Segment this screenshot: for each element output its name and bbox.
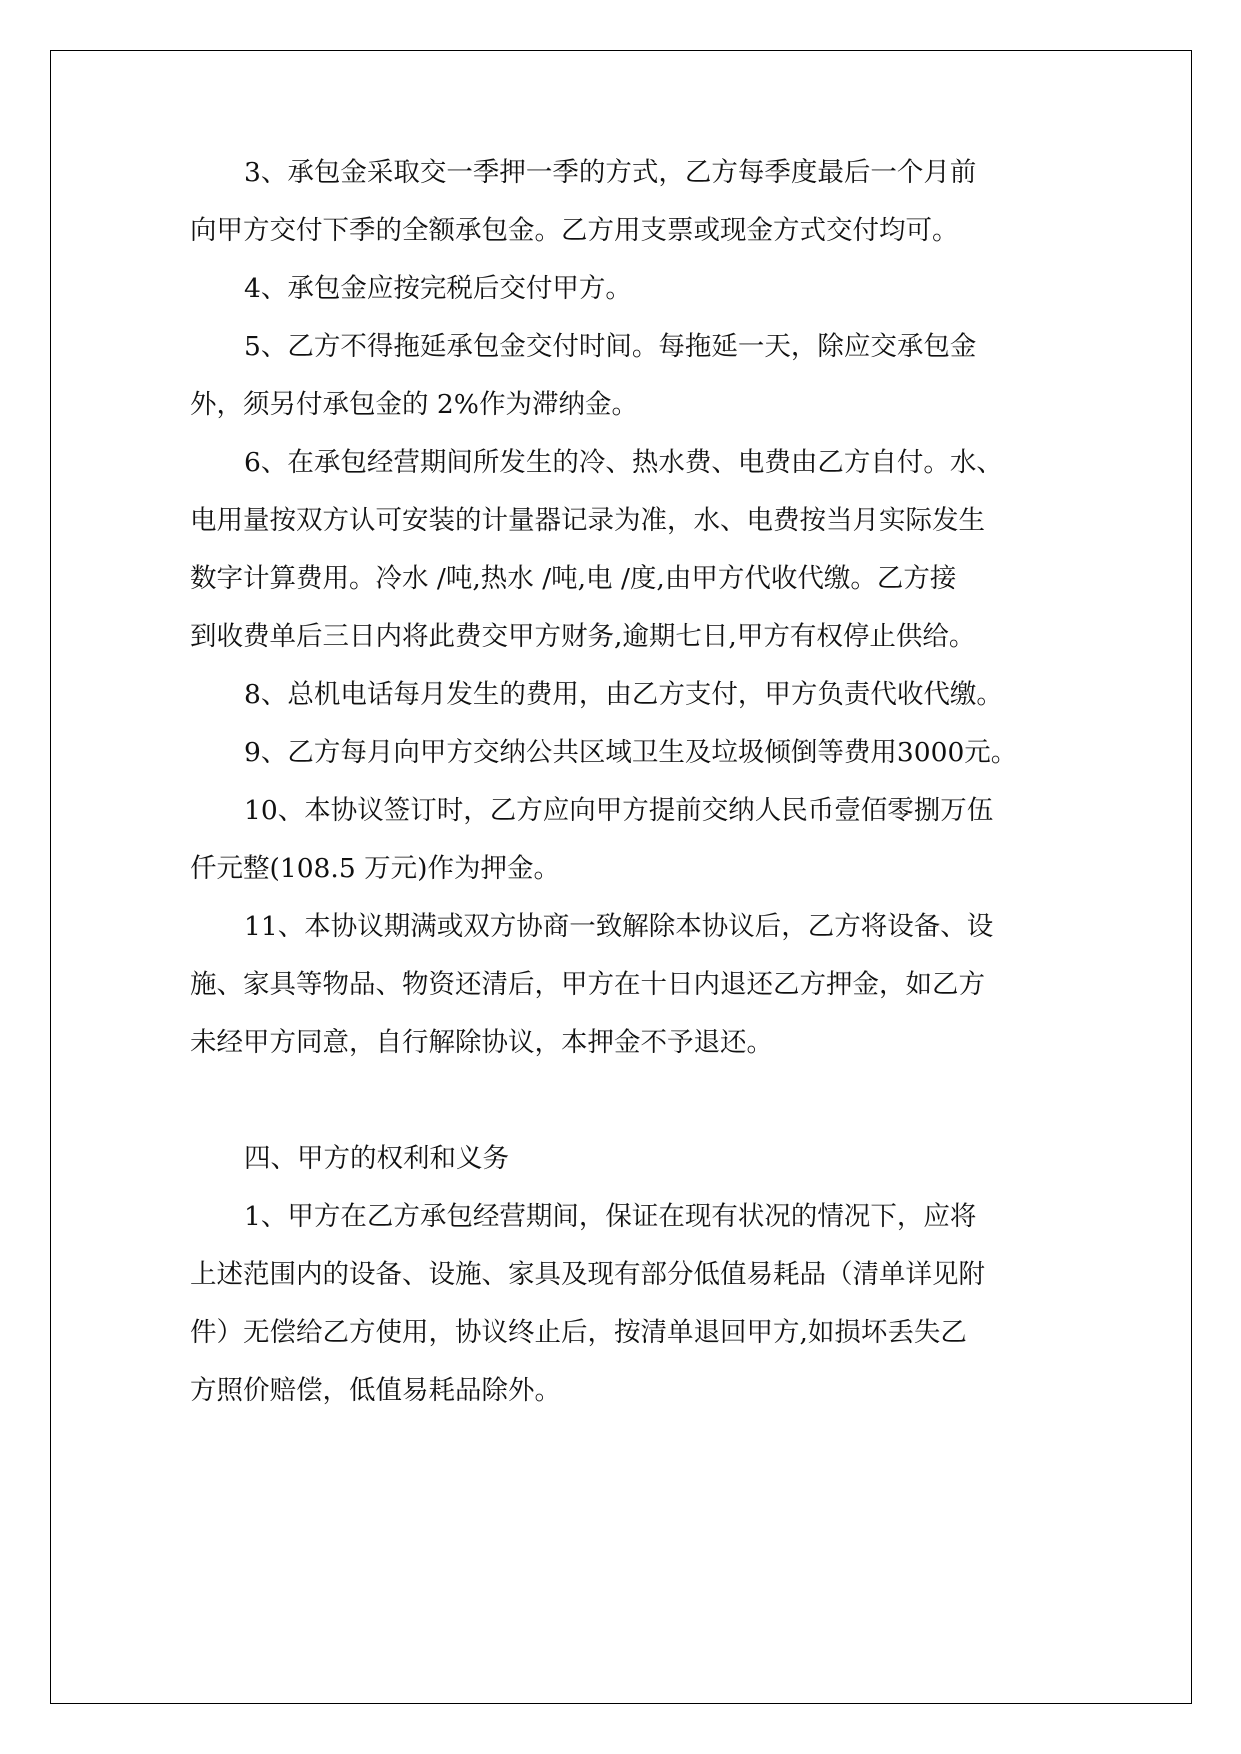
text-line: 外，须另付承包金的 2%作为滞纳金。 — [190, 389, 638, 420]
text-line: 方照价赔偿，低值易耗品除外。 — [190, 1375, 561, 1406]
text-line: 上述范围内的设备、设施、家具及现有部分低值易耗品（清单详见附 — [190, 1259, 985, 1290]
text-line: 数字计算费用。冷水 /吨,热水 /吨,电 /度,由甲方代收代缴。乙方接 — [190, 563, 957, 594]
text-line: 件）无偿给乙方使用，协议终止后，按清单退回甲方,如损坏丢失乙 — [190, 1317, 967, 1348]
text-line: 1、甲方在乙方承包经营期间，保证在现有状况的情况下，应将 — [244, 1201, 977, 1232]
text-line: 6、在承包经营期间所发生的冷、热水费、电费由乙方自付。水、 — [244, 447, 1003, 478]
text-line: 仟元整(108.5 万元)作为押金。 — [190, 853, 560, 884]
text-line: 未经甲方同意，自行解除协议，本押金不予退还。 — [190, 1027, 773, 1058]
text-line: 到收费单后三日内将此费交甲方财务,逾期七日,甲方有权停止供给。 — [190, 621, 976, 652]
text-line: 施、家具等物品、物资还清后，甲方在十日内退还乙方押金，如乙方 — [190, 969, 985, 1000]
text-line: 4、承包金应按完税后交付甲方。 — [244, 273, 632, 304]
text-line: 3、承包金采取交一季押一季的方式，乙方每季度最后一个月前 — [244, 157, 977, 188]
text-line: 9、乙方每月向甲方交纳公共区域卫生及垃圾倾倒等费用3000元。 — [244, 737, 1018, 768]
text-line: 向甲方交付下季的全额承包金。乙方用支票或现金方式交付均可。 — [190, 215, 959, 246]
text-line: 8、总机电话每月发生的费用，由乙方支付，甲方负责代收代缴。 — [244, 679, 1003, 710]
text-line: 10、本协议签订时，乙方应向甲方提前交纳人民币壹佰零捌万伍 — [244, 795, 994, 826]
text-line: 5、乙方不得拖延承包金交付时间。每拖延一天，除应交承包金 — [244, 331, 977, 362]
section-heading: 四、甲方的权利和义务 — [244, 1143, 509, 1174]
text-line: 电用量按双方认可安装的计量器记录为准，水、电费按当月实际发生 — [190, 505, 985, 536]
text-line: 11、本协议期满或双方协商一致解除本协议后，乙方将设备、设 — [244, 911, 994, 942]
